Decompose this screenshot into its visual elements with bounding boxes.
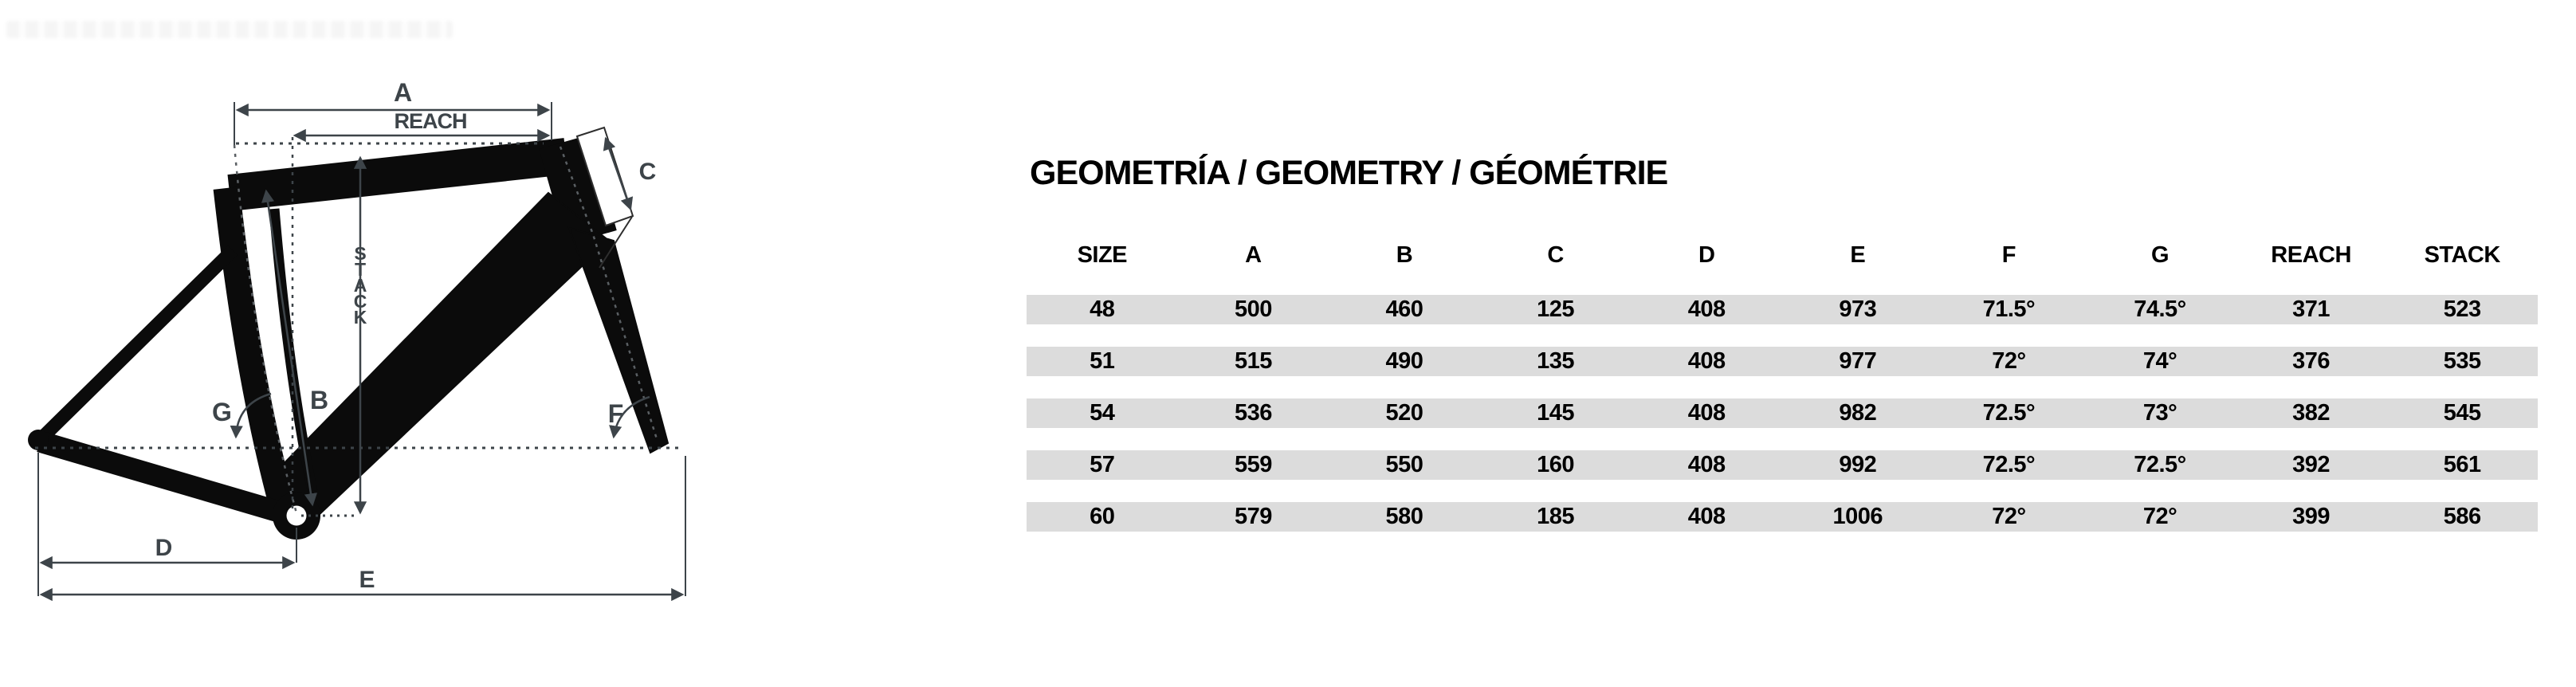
dim-label-d: D (155, 535, 172, 561)
frame-silhouette (28, 142, 668, 540)
table-cell: 550 (1385, 452, 1423, 477)
dim-label-g: G (212, 398, 231, 426)
table-cell: 54 (1090, 400, 1115, 426)
dim-label-a: A (393, 78, 412, 107)
table-cell: 376 (2292, 348, 2331, 374)
table-cell: 382 (2292, 400, 2331, 426)
table-cell: 515 (1234, 348, 1272, 374)
column-header: C (1547, 241, 1564, 268)
dim-label-f: F (607, 399, 623, 428)
column-header: REACH (2271, 241, 2351, 268)
table-cell: 74° (2142, 348, 2177, 374)
dim-label-stack: S T A C K (353, 243, 367, 328)
geometry-section (1027, 154, 2538, 544)
frame-geometry-diagram (0, 0, 757, 654)
table-cell: 125 (1537, 296, 1575, 322)
table-cell: 1006 (1832, 504, 1883, 529)
table-cell: 72.5° (2134, 452, 2186, 477)
table-cell: 72° (1992, 504, 2026, 529)
table-cell: 73° (2142, 400, 2177, 426)
table-row (1027, 450, 2538, 480)
table-cell: 408 (1687, 504, 1726, 529)
column-header: D (1698, 241, 1715, 268)
table-row (1027, 295, 2538, 324)
column-header: F (2001, 241, 2016, 268)
table-cell: 72° (2142, 504, 2177, 529)
table-cell: 71.5° (1982, 296, 2036, 322)
table-cell: 392 (2292, 452, 2331, 477)
table-row (1027, 347, 2538, 376)
table-cell: 145 (1537, 400, 1575, 426)
table-cell: 72.5° (1982, 452, 2036, 477)
table-cell: 535 (2443, 348, 2481, 374)
table-cell: 523 (2443, 296, 2481, 322)
table-cell: 500 (1234, 296, 1272, 322)
table-cell: 520 (1385, 400, 1423, 426)
table-cell: 72.5° (1982, 400, 2036, 426)
column-header: A (1245, 241, 1262, 268)
table-cell: 559 (1234, 452, 1272, 477)
table-cell: 490 (1385, 348, 1423, 374)
dim-label-c: C (638, 159, 656, 185)
column-header: STACK (2424, 241, 2500, 268)
table-cell: 580 (1385, 504, 1423, 529)
table-cell: 992 (1839, 452, 1877, 477)
table-cell: 977 (1839, 348, 1877, 374)
table-cell: 72° (1992, 348, 2026, 374)
table-cell: 408 (1687, 348, 1726, 374)
table-cell: 536 (1234, 400, 1272, 426)
geometry-table-header (1027, 241, 2538, 269)
table-cell: 135 (1537, 348, 1575, 374)
dim-label-e: E (359, 567, 375, 593)
table-cell: 982 (1839, 400, 1877, 426)
table-cell: 408 (1687, 452, 1726, 477)
table-cell: 74.5° (2134, 296, 2186, 322)
column-header: B (1396, 241, 1413, 268)
table-cell: 185 (1537, 504, 1575, 529)
table-cell: 586 (2443, 504, 2481, 529)
dim-label-b: B (309, 386, 328, 414)
geometry-title: GEOMETRÍA / GEOMETRY / GÉOMÉTRIE (1030, 154, 1668, 192)
column-header: G (2150, 241, 2170, 268)
table-row (1027, 398, 2538, 428)
table-row (1027, 502, 2538, 532)
column-header: E (1850, 241, 1866, 268)
bike-frame-drawing-icon (0, 0, 757, 654)
column-header: SIZE (1077, 241, 1128, 268)
table-cell: 545 (2443, 400, 2481, 426)
table-cell: 371 (2292, 296, 2331, 322)
table-cell: 57 (1090, 452, 1115, 477)
dim-label-reach: REACH (394, 109, 467, 133)
table-cell: 399 (2292, 504, 2331, 529)
table-cell: 579 (1234, 504, 1272, 529)
table-cell: 408 (1687, 400, 1726, 426)
table-cell: 460 (1385, 296, 1423, 322)
table-cell: 60 (1090, 504, 1115, 529)
table-cell: 51 (1090, 348, 1115, 374)
table-cell: 48 (1090, 296, 1115, 322)
table-cell: 408 (1687, 296, 1726, 322)
table-cell: 160 (1537, 452, 1575, 477)
table-cell: 973 (1839, 296, 1877, 322)
table-cell: 561 (2443, 452, 2481, 477)
